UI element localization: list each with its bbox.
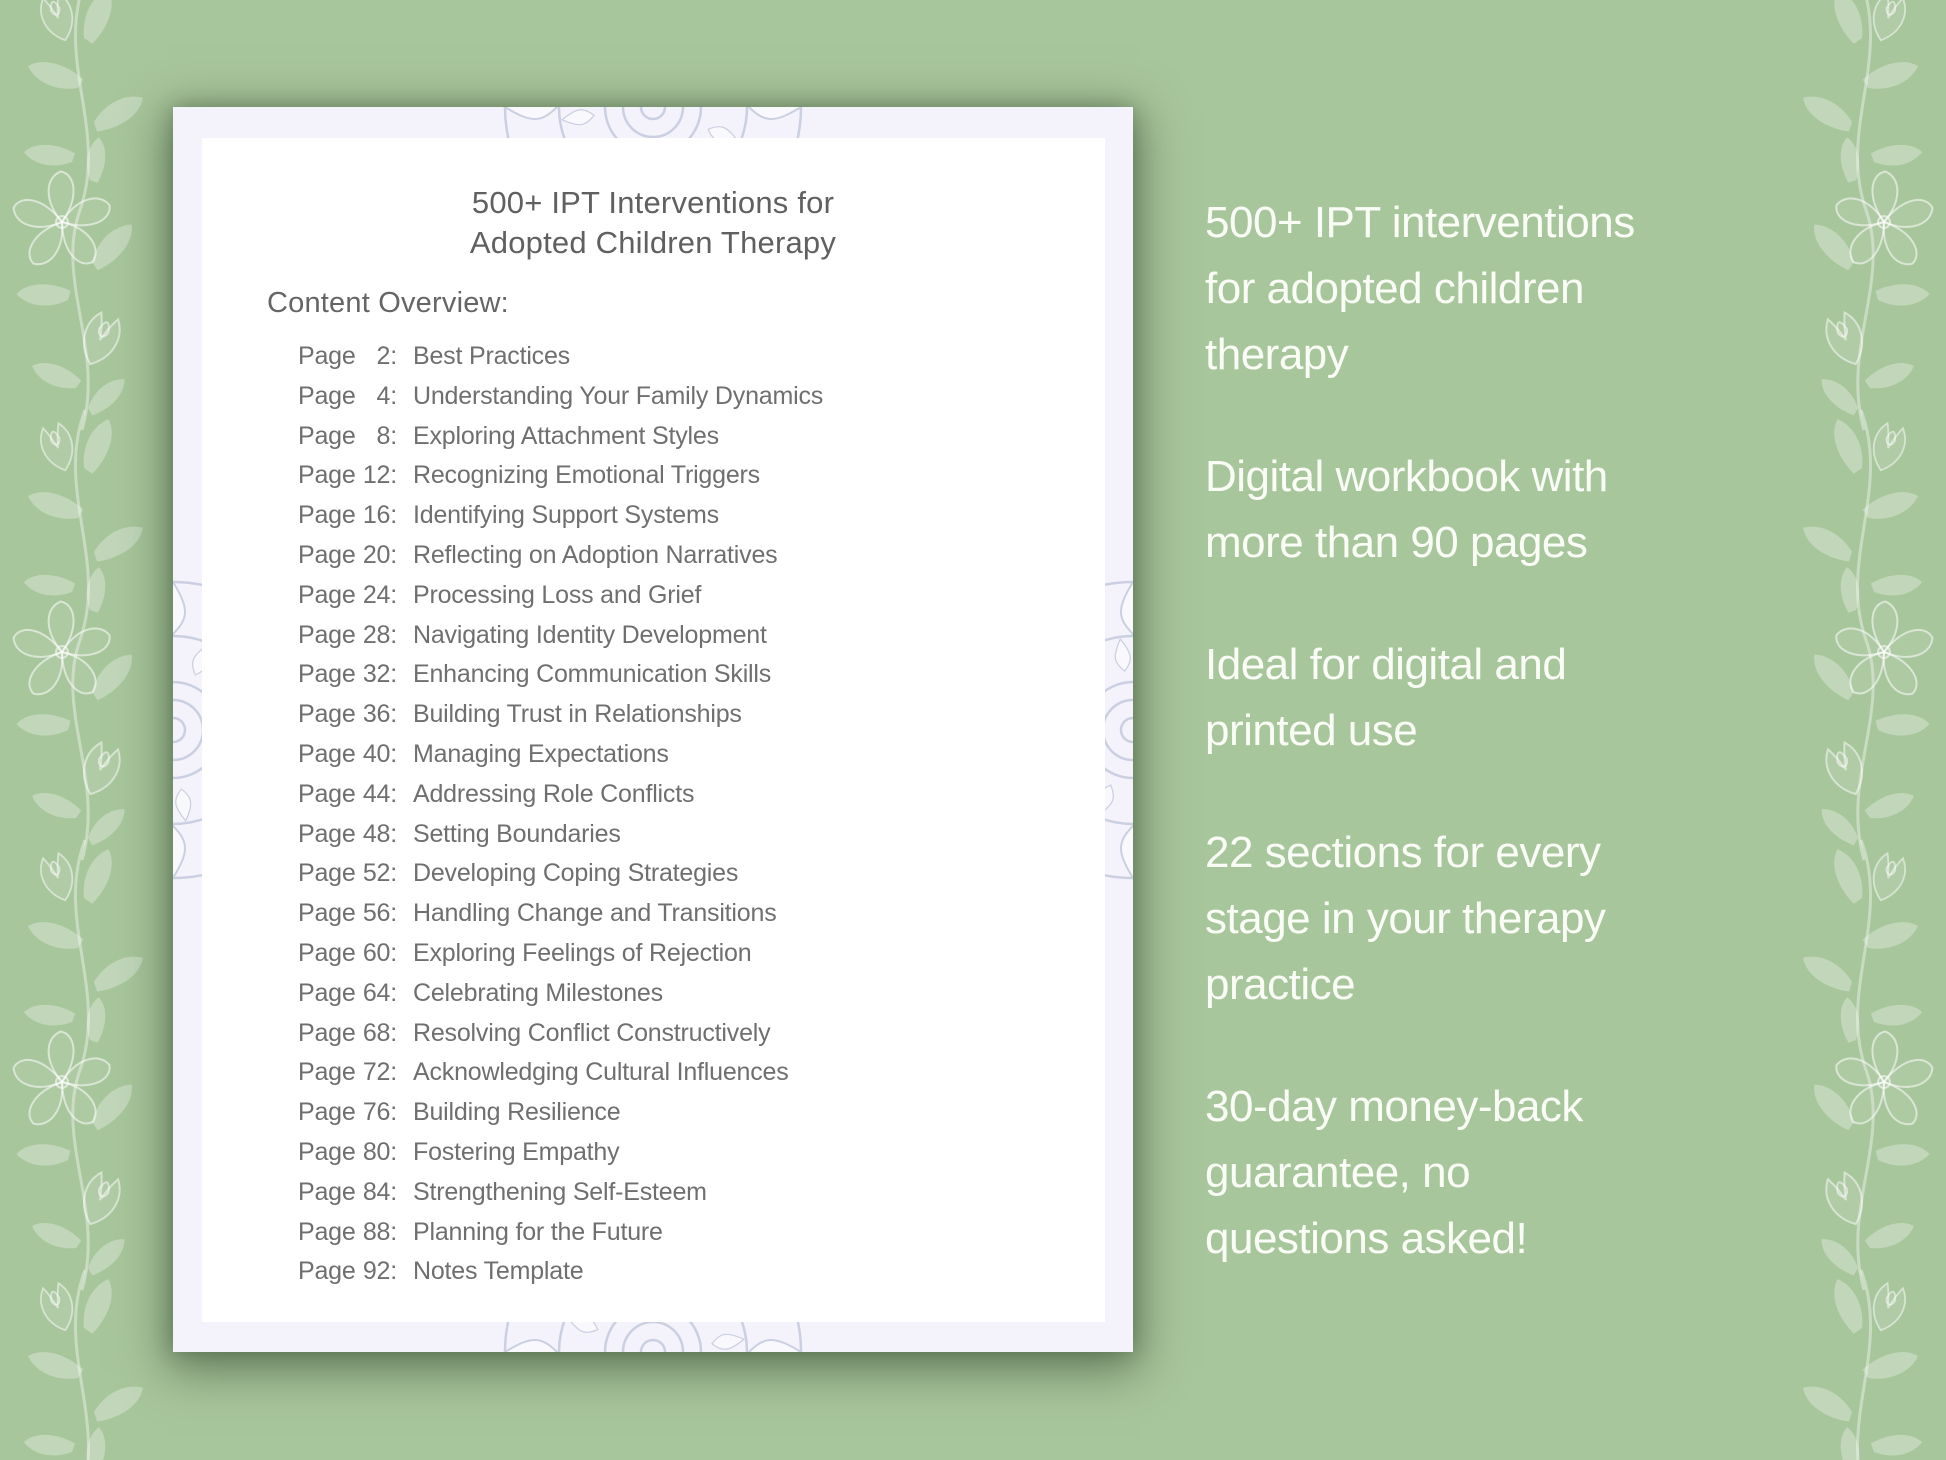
- toc-entry-title: Exploring Attachment Styles: [413, 421, 719, 450]
- marketing-block: [1205, 632, 1845, 764]
- toc-page-number: 20:: [362, 540, 397, 569]
- toc-row: [298, 934, 823, 974]
- marketing-line: questions asked!: [1205, 1214, 1528, 1263]
- toc-page-label: Page: [298, 938, 356, 967]
- toc-entry-title: Handling Change and Transitions: [413, 899, 777, 928]
- toc-entry-title: Setting Boundaries: [413, 819, 621, 848]
- toc-page-label: Page: [298, 739, 356, 768]
- toc-page-number: 16:: [362, 501, 397, 530]
- toc-row: [298, 337, 823, 377]
- toc-row: [298, 655, 823, 695]
- toc-row: [298, 1133, 823, 1173]
- toc-page-label: Page: [298, 1018, 356, 1047]
- toc-entry-title: Exploring Feelings of Rejection: [413, 938, 752, 967]
- marketing-line: Digital workbook with: [1205, 452, 1608, 501]
- toc-row: [298, 456, 823, 496]
- marketing-column: [1205, 190, 1845, 1328]
- toc-page-number: 44:: [362, 779, 397, 808]
- toc-entry-title: Celebrating Milestones: [413, 978, 663, 1007]
- toc-page-label: Page: [298, 540, 356, 569]
- toc-page-label: Page: [298, 501, 356, 530]
- toc-row: [298, 1053, 823, 1093]
- marketing-line: printed use: [1205, 706, 1418, 755]
- toc-entry-title: Enhancing Communication Skills: [413, 660, 772, 689]
- toc-page-number: 64:: [362, 978, 397, 1007]
- toc-page-number: 80:: [362, 1137, 397, 1166]
- toc-entry-title: Managing Expectations: [413, 739, 669, 768]
- toc-row: [298, 1213, 823, 1253]
- toc-entry-title: Processing Loss and Grief: [413, 580, 702, 609]
- marketing-line: 30-day money-back: [1205, 1082, 1583, 1131]
- marketing-line: 500+ IPT interventions: [1205, 198, 1635, 247]
- toc-page-number: 36:: [362, 700, 397, 729]
- toc-entry-title: Building Trust in Relationships: [413, 700, 742, 729]
- toc-entry-title: Acknowledging Cultural Influences: [413, 1058, 789, 1087]
- toc-row: [298, 854, 823, 894]
- workbook-page: [173, 107, 1133, 1352]
- toc-row: [298, 894, 823, 934]
- toc-page-number: 4:: [376, 381, 397, 410]
- toc-entry-title: Building Resilience: [413, 1098, 621, 1127]
- toc-row: [298, 775, 823, 815]
- toc-row: [298, 1093, 823, 1133]
- toc-page-label: Page: [298, 1058, 356, 1087]
- toc-page-label: Page: [298, 342, 356, 370]
- toc-row: [298, 576, 823, 616]
- toc-row: [298, 536, 823, 576]
- toc-page-label: Page: [298, 700, 356, 729]
- toc-page-label: Page: [298, 381, 356, 410]
- toc-entry-title: Understanding Your Family Dynamics: [413, 381, 824, 410]
- toc-page-label: Page: [298, 1217, 356, 1246]
- marketing-line: more than 90 pages: [1205, 518, 1588, 567]
- toc-row: [298, 616, 823, 656]
- toc-entry-title: Developing Coping Strategies: [413, 859, 739, 888]
- toc-entry-title: Best Practices: [413, 342, 570, 370]
- toc-entry-title: Recognizing Emotional Triggers: [413, 461, 760, 490]
- toc-page-label: Page: [298, 819, 356, 848]
- toc-row: [298, 695, 823, 735]
- marketing-line: 22 sections for every: [1205, 828, 1601, 877]
- content-overview-heading: Content Overview:: [267, 287, 509, 319]
- toc-page-label: Page: [298, 1098, 356, 1127]
- toc-page-label: Page: [298, 580, 356, 609]
- toc-page-label: Page: [298, 978, 356, 1007]
- toc-entry-title: Identifying Support Systems: [413, 501, 719, 530]
- toc-row: [298, 1173, 823, 1213]
- toc-row: [298, 1014, 823, 1054]
- toc-page-label: Page: [298, 1137, 356, 1166]
- toc-page-label: Page: [298, 461, 356, 490]
- floral-border-left: [0, 0, 150, 1460]
- marketing-block: [1205, 190, 1845, 388]
- toc-entry-title: Notes Template: [413, 1257, 584, 1286]
- marketing-line: Ideal for digital and: [1205, 640, 1567, 689]
- toc-row: [298, 417, 823, 457]
- toc-page-label: Page: [298, 899, 356, 928]
- toc-page-number: 32:: [362, 660, 397, 689]
- toc-page-number: 76:: [362, 1098, 397, 1127]
- toc-entry-title: Strengthening Self-Esteem: [413, 1177, 707, 1206]
- toc-entry-title: Navigating Identity Development: [413, 620, 767, 649]
- toc-entry-title: Resolving Conflict Constructively: [413, 1018, 771, 1047]
- toc-entry-title: Fostering Empathy: [413, 1137, 620, 1166]
- toc-page-number: 2:: [376, 342, 397, 370]
- workbook-title-line1: 500+ IPT Interventions for: [471, 185, 835, 220]
- marketing-line: for adopted children: [1205, 264, 1584, 313]
- toc-row: [298, 815, 823, 855]
- workbook-title: [173, 183, 1133, 263]
- toc-page-number: 40:: [362, 739, 397, 768]
- toc-page-number: 92:: [362, 1257, 397, 1286]
- toc-page-label: Page: [298, 660, 356, 689]
- marketing-line: guarantee, no: [1205, 1148, 1471, 1197]
- toc-page-number: 52:: [362, 859, 397, 888]
- toc-row: [298, 735, 823, 775]
- toc-page-number: 88:: [362, 1217, 397, 1246]
- toc-page-number: 84:: [362, 1177, 397, 1206]
- toc-list: [298, 337, 823, 1292]
- toc-page-label: Page: [298, 779, 356, 808]
- toc-page-label: Page: [298, 1257, 356, 1286]
- toc-page-label: Page: [298, 421, 356, 450]
- marketing-block: [1205, 444, 1845, 576]
- toc-entry-title: Reflecting on Adoption Narratives: [413, 540, 778, 569]
- toc-row: [298, 974, 823, 1014]
- toc-page-number: 60:: [362, 938, 397, 967]
- marketing-block: [1205, 1074, 1845, 1272]
- toc-page-number: 24:: [362, 580, 397, 609]
- toc-page-label: Page: [298, 859, 356, 888]
- workbook-title-line2: Adopted Children Therapy: [469, 225, 837, 260]
- toc-entry-title: Planning for the Future: [413, 1217, 663, 1246]
- toc-page-label: Page: [298, 1177, 356, 1206]
- marketing-line: stage in your therapy: [1205, 894, 1606, 943]
- toc-page-number: 56:: [362, 899, 397, 928]
- marketing-line: practice: [1205, 960, 1356, 1009]
- toc-page-number: 48:: [362, 819, 397, 848]
- toc-page-number: 68:: [362, 1018, 397, 1047]
- toc-entry-title: Addressing Role Conflicts: [413, 779, 695, 808]
- marketing-block: [1205, 820, 1845, 1018]
- toc-page-number: 12:: [362, 461, 397, 490]
- toc-page-number: 8:: [376, 421, 397, 450]
- toc-row: [298, 377, 823, 417]
- marketing-line: therapy: [1205, 330, 1349, 379]
- toc-page-number: 28:: [362, 620, 397, 649]
- toc-row: [298, 1252, 823, 1292]
- toc-page-label: Page: [298, 620, 356, 649]
- toc-row: [298, 496, 823, 536]
- toc-page-number: 72:: [362, 1058, 397, 1087]
